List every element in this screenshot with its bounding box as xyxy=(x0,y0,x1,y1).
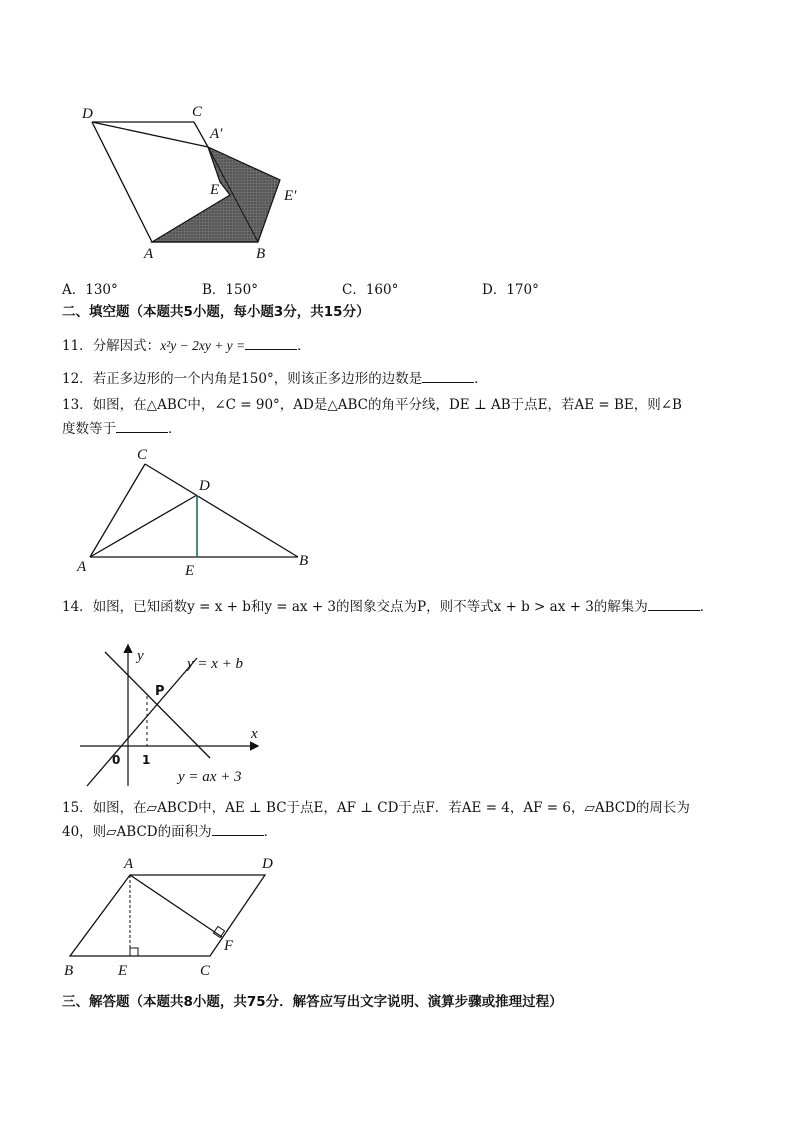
choice-c-value: 160° xyxy=(365,282,399,298)
q10-label-D: D xyxy=(82,106,93,122)
choice-a-label: A． xyxy=(62,282,86,298)
q14-figure xyxy=(75,640,275,790)
q15-label-A: A xyxy=(124,856,134,872)
q14-label-P: P xyxy=(155,684,165,699)
q14-answer-blank[interactable] xyxy=(648,598,700,611)
q13-line2 xyxy=(62,420,182,438)
q13-number: 13． xyxy=(62,397,93,413)
q15-line1 xyxy=(62,799,690,817)
q12-suffix: ． xyxy=(474,371,488,387)
q13-answer-blank[interactable] xyxy=(116,420,168,433)
q10-figure xyxy=(80,100,310,270)
q14-label-line2: y = ax + 3 xyxy=(178,769,242,785)
q14-label-x-axis: x xyxy=(251,726,258,742)
q12-answer-blank[interactable] xyxy=(422,370,474,383)
q10-label-E: E xyxy=(210,182,220,198)
q14-label-line1: y = x + b xyxy=(187,656,244,672)
q10-choice-c[interactable] xyxy=(342,278,398,298)
q14-label-one: 1 xyxy=(142,753,151,767)
q14-label-origin: 0 xyxy=(112,753,121,767)
q12-number: 12． xyxy=(62,371,93,387)
q13-label-C: C xyxy=(137,447,148,463)
q14 xyxy=(62,598,713,616)
q13-suffix: ． xyxy=(168,421,182,437)
q13-label-A: A xyxy=(77,559,87,575)
q14-text: 如图，已知函数y = x + b和y = ax + 3的图象交点为P，则不等式x + b > ax + 3的解集为 xyxy=(92,599,648,615)
q14-suffix: ． xyxy=(699,599,714,615)
q15-label-F: F xyxy=(224,938,234,954)
q14-number: 14． xyxy=(62,599,93,615)
section3-heading: 三、解答题（本题共8小题，共75分．解答应写出文字说明、演算步骤或推理过程） xyxy=(62,994,563,1010)
q14-label-y-axis: y xyxy=(137,648,144,664)
q10-label-E1: E′ xyxy=(284,188,297,204)
q10-choice-a[interactable] xyxy=(62,278,118,298)
q15-line2 xyxy=(62,823,277,841)
q11-number: 11． xyxy=(62,338,93,354)
choice-b-label: B． xyxy=(202,282,226,298)
q10-choice-d[interactable] xyxy=(482,278,539,298)
q11 xyxy=(62,337,311,355)
q11-prefix: 分解因式： xyxy=(92,338,161,354)
q15-label-C: C xyxy=(200,963,211,979)
q10-choice-b[interactable] xyxy=(202,278,258,298)
q15-suffix: ． xyxy=(263,824,278,840)
q13-label-D: D xyxy=(199,478,210,494)
choice-c-label: C． xyxy=(342,282,366,298)
q15-number: 15． xyxy=(62,800,93,816)
q15-label-E: E xyxy=(118,963,128,979)
q13-text-line2: 度数等于 xyxy=(62,421,116,437)
q11-suffix: ． xyxy=(297,338,311,354)
q12 xyxy=(62,370,488,388)
q11-answer-blank[interactable] xyxy=(245,337,297,350)
q15-label-B: B xyxy=(64,963,74,979)
q15-text-line1: 如图，在▱ABCD中，AE ⊥ BC于点E，AF ⊥ CD于点F．若AE = 4，AF = 6，▱ABCD的周长为 xyxy=(92,800,690,816)
q15-figure xyxy=(60,852,300,982)
q13-figure xyxy=(75,445,325,580)
q10-label-A1: A′ xyxy=(210,126,223,142)
q13-label-E: E xyxy=(185,563,195,579)
section2-heading: 二、填空题（本题共5小题，每小题3分，共15分） xyxy=(62,304,370,320)
q10-label-C: C xyxy=(192,104,203,120)
choice-d-value: 170° xyxy=(506,282,539,298)
q13-line1 xyxy=(62,396,682,414)
q10-label-A: A xyxy=(144,246,154,262)
q12-text: 若正多边形的一个内角是150°，则该正多边形的边数是 xyxy=(92,371,423,387)
q13-text-line1: 如图，在△ABC中，∠C = 90°，AD是△ABC的角平分线，DE ⊥ AB于点E，若AE = BE，则∠B xyxy=(92,397,682,413)
q10-label-B: B xyxy=(256,246,266,262)
choice-d-label: D． xyxy=(482,282,507,298)
q15-answer-blank[interactable] xyxy=(212,823,264,836)
q15-label-D: D xyxy=(262,856,273,872)
q11-expr: x²y − 2xy + y = xyxy=(160,338,246,353)
q15-text-line2: 40，则▱ABCD的面积为 xyxy=(62,824,212,840)
choice-a-value: 130° xyxy=(85,282,118,298)
q13-label-B: B xyxy=(299,553,309,569)
choice-b-value: 150° xyxy=(225,282,258,298)
